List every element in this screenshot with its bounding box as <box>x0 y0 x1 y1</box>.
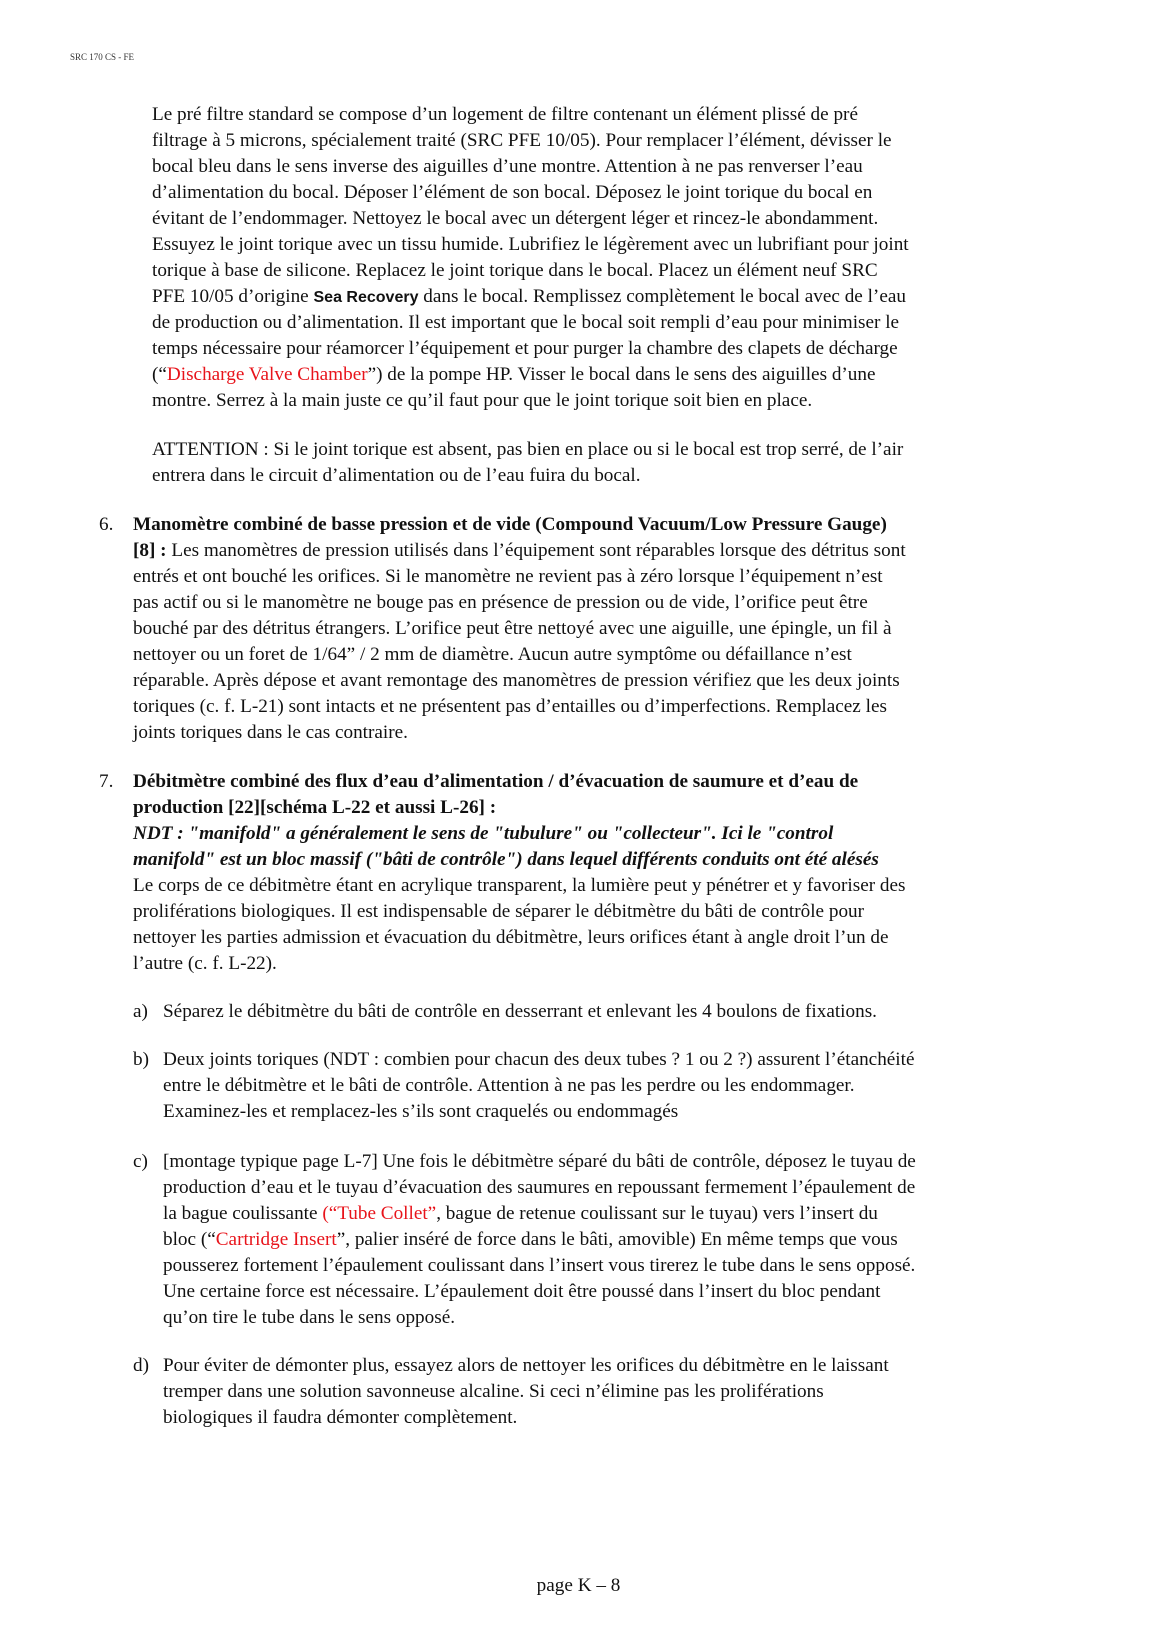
text-span: la bague coulissante <box>163 1203 323 1224</box>
text-line: Examinez-les et remplacez-les s’ils sont craquelés ou endommagés <box>163 1101 679 1122</box>
text-line: production d’eau et le tuyau d’évacuation des saumures en repoussant fermement l’épaulement de <box>163 1177 916 1198</box>
text-line: Le corps de ce débitmètre étant en acrylique transparent, la lumière peut y pénétrer et y favoriser des <box>133 875 906 896</box>
text-line: réparable. Après dépose et avant remontage des manomètres de pression vérifiez que les deux joints <box>133 670 900 691</box>
text-line: entrés et ont bouché les orifices. Si le manomètre ne revient pas à zéro lorsque l’équipement n’est <box>133 566 883 587</box>
brand-name: Sea Recovery <box>313 289 419 306</box>
sub-item-label: c) <box>133 1151 148 1172</box>
text-line: nettoyer ou un foret de 1/64” / 2 mm de diamètre. Aucun autre symptôme ou défaillance n’est <box>133 644 852 665</box>
sub-item-label: b) <box>133 1049 149 1070</box>
item-title: production [22][schéma L-22 et aussi L-26] : <box>133 797 497 818</box>
text-span: ”) de la pompe HP. Visser le bocal dans le sens des aiguilles d’une <box>367 364 876 385</box>
text-line <box>152 284 906 311</box>
text-line: de production ou d’alimentation. Il est important que le bocal soit rempli d’eau pour minimiser le <box>152 312 900 333</box>
text-span: , bague de retenue coulissant sur le tuyau) vers l’insert du <box>436 1203 878 1224</box>
text-span: ”, palier inséré de force dans le bâti, amovible) En même temps que vous <box>336 1229 898 1250</box>
page-header: SRC 170 CS - FE <box>70 52 135 62</box>
text-span: (“ <box>152 364 167 385</box>
text-line: l’autre (c. f. L-22). <box>133 953 277 974</box>
text-span: bloc (“ <box>163 1229 216 1250</box>
highlight-term: (“Tube Collet” <box>322 1203 437 1224</box>
text-line: proliférations biologiques. Il est indispensable de séparer le débitmètre du bâti de contrôle pour <box>133 901 865 922</box>
item-number: 6. <box>99 514 114 535</box>
text-line: filtrage à 5 microns, spécialement traité (SRC PFE 10/05). Pour remplacer l’élément, dévisser le <box>152 130 892 151</box>
item-number: 7. <box>99 771 114 792</box>
text-line: Le pré filtre standard se compose d’un logement de filtre contenant un élément plissé de pré <box>152 104 858 125</box>
sub-item-label: a) <box>133 1001 148 1022</box>
text-line: entre le débitmètre et le bâti de contrôle. Attention à ne pas les perdre ou les endommager. <box>163 1075 855 1096</box>
text-span: dans le bocal. Remplissez complètement le bocal avec de l’eau <box>418 286 906 307</box>
text-line: temps nécessaire pour réamorcer l’équipement et pour purger la chambre des clapets de décharge <box>152 338 898 359</box>
item-title: Débitmètre combiné des flux d’eau d’alimentation / d’évacuation de saumure et d’eau de <box>133 771 859 792</box>
text-line: entrera dans le circuit d’alimentation ou de l’eau fuira du bocal. <box>152 465 641 486</box>
text-line: bouché par des détritus étrangers. L’orifice peut être nettoyé avec une aiguille, une épingle, un fil à <box>133 618 892 639</box>
text-line <box>163 1201 878 1227</box>
text-line: biologiques il faudra démonter complètement. <box>163 1407 518 1428</box>
text-line: toriques (c. f. L-21) sont intacts et ne présentent pas d’entailles ou d’imperfections. Remplacez les <box>133 696 887 717</box>
text-line: pousserez fortement l’épaulement coulissant dans l’insert vous tirerez le tube dans le sens opposé. <box>163 1255 916 1276</box>
text-line: Une certaine force est nécessaire. L’épaulement doit être poussé dans l’insert du bloc pendant <box>163 1281 881 1302</box>
text-line: ATTENTION : Si le joint torique est absent, pas bien en place ou si le bocal est trop serré, de l’air <box>152 439 904 460</box>
text-line: pas actif ou si le manomètre ne bouge pas en présence de pression ou de vide, l’orifice peut être <box>133 592 868 613</box>
text-line: Deux joints toriques (NDT : combien pour chacun des deux tubes ? 1 ou 2 ?) assurent l’étanchéité <box>163 1049 915 1070</box>
text-line <box>163 1227 898 1253</box>
sub-item-label: d) <box>133 1355 149 1376</box>
text-line: bocal bleu dans le sens inverse des aiguilles d’une montre. Attention à ne pas renverser l’eau <box>152 156 863 177</box>
text-line: joints toriques dans le cas contraire. <box>133 722 408 743</box>
text-line: Essuyez le joint torique avec un tissu humide. Lubrifiez le légèrement avec un lubrifiant pour joint <box>152 234 909 255</box>
page-number: page K – 8 <box>536 1575 621 1596</box>
text-span: PFE 10/05 d’origine <box>152 286 314 307</box>
text-line <box>133 538 906 564</box>
text-line: torique à base de silicone. Replacez le joint torique dans le bocal. Placez un élément neuf SRC <box>152 260 878 281</box>
text-line: tremper dans une solution savonneuse alcaline. Si ceci n’élimine pas les proliférations <box>163 1381 824 1402</box>
text-line: Pour éviter de démonter plus, essayez alors de nettoyer les orifices du débitmètre en le laissant <box>163 1355 889 1376</box>
text-line: d’alimentation du bocal. Déposer l’élément de son bocal. Déposez le joint torique du bocal en <box>152 182 873 203</box>
text-line: évitant de l’endommager. Nettoyez le bocal avec un détergent léger et rincez-le abondamment. <box>152 208 879 229</box>
text-span: Les manomètres de pression utilisés dans l’équipement sont réparables lorsque des détritus sont <box>166 540 906 561</box>
ref-label: [8] : <box>133 540 167 561</box>
text-line: nettoyer les parties admission et évacuation du débitmètre, leurs orifices étant à angle droit l’un de <box>133 927 889 948</box>
translator-note: NDT : "manifold" a généralement le sens de "tubulure" ou "collecteur". Ici le "control <box>133 823 834 844</box>
text-line: montre. Serrez à la main juste ce qu’il faut pour que le joint torique soit bien en place. <box>152 390 813 411</box>
highlight-term: Discharge Valve Chamber <box>166 364 368 385</box>
translator-note: manifold" est un bloc massif ("bâti de contrôle") dans lequel différents conduits ont été alésés <box>133 849 879 870</box>
text-line: Séparez le débitmètre du bâti de contrôle en desserrant et enlevant les 4 boulons de fixations. <box>163 1001 877 1022</box>
text-line: [montage typique page L-7] Une fois le débitmètre séparé du bâti de contrôle, déposez le tuyau de <box>163 1151 916 1172</box>
item-title: Manomètre combiné de basse pression et de vide (Compound Vacuum/Low Pressure Gauge) <box>133 514 887 535</box>
text-line: qu’on tire le tube dans le sens opposé. <box>163 1307 456 1328</box>
highlight-term: Cartridge Insert <box>215 1229 337 1250</box>
text-line <box>152 362 876 388</box>
